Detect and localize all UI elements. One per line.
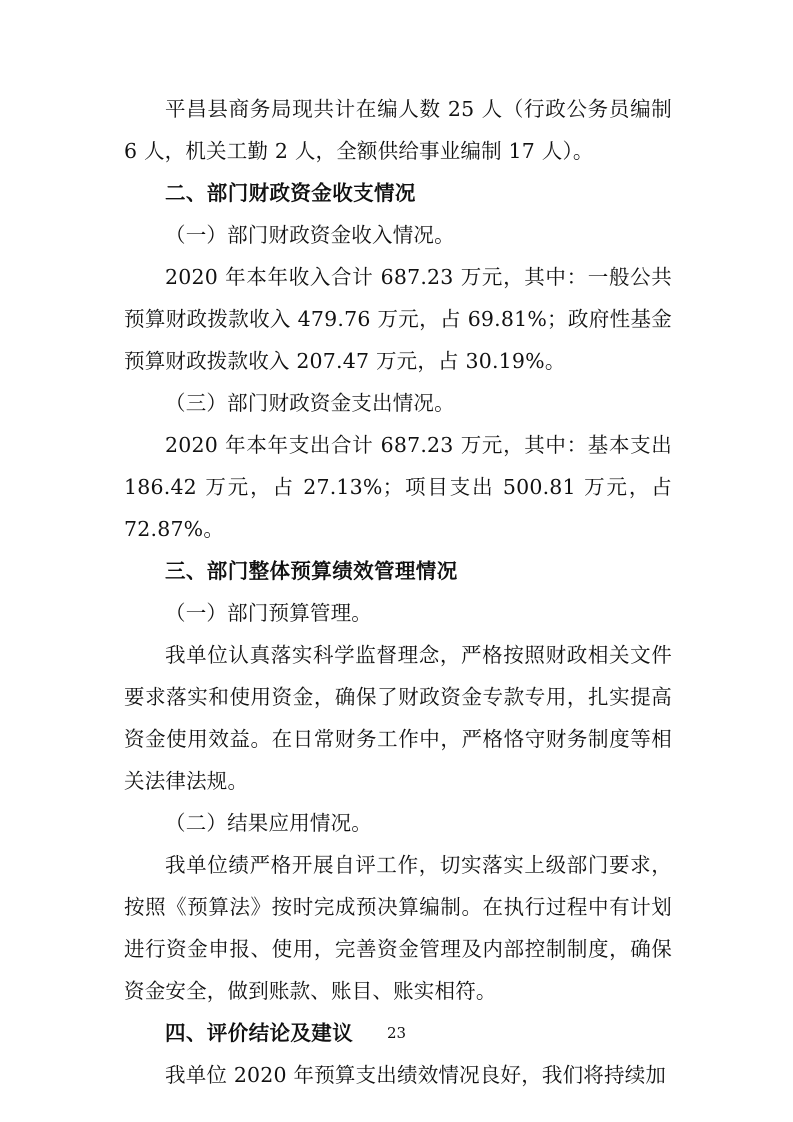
heading-section-four: 四、评价结论及建议 (165, 1021, 354, 1045)
paragraph-budget-management-detail: 我单位认真落实科学监督理念，严格按照财政相关文件要求落实和使用资金，确保了财政资金专款专用，扎实提高资金使用效益。在日常财务工作中，严格恪守财务制度等相关法律法规。 (124, 643, 672, 793)
heading-section-two: 二、部门财政资金收支情况 (165, 181, 416, 205)
paragraph-income-detail: 2020 年本年收入合计 687.23 万元，其中：一般公共预算财政拨款收入 479.76 万元，占 69.81%；政府性基金预算财政拨款收入 207.47 万元，占 30.19%。 (124, 265, 672, 373)
heading-section-three: 三、部门整体预算绩效管理情况 (165, 559, 458, 583)
paragraph-expenditure-detail: 2020 年本年支出合计 687.23 万元，其中：基本支出 186.42 万元，占 27.13%；项目支出 500.81 万元，占 72.87%。 (124, 433, 672, 541)
page-number: 23 (386, 1024, 407, 1042)
paragraph-income-subtitle: （一）部门财政资金收入情况。 (165, 223, 455, 247)
paragraph-staffing: 平昌县商务局现共计在编人数 25 人（行政公务员编制 6 人，机关工勤 2 人，全额供给事业编制 17 人）。 (124, 97, 672, 163)
paragraph-conclusion: 我单位 2020 年预算支出绩效情况良好，我们将持续加 (165, 1063, 667, 1087)
document-body (124, 88, 672, 1096)
paragraph-result-application-detail: 我单位绩严格开展自评工作，切实落实上级部门要求，按照《预算法》按时完成预决算编制。在执行过程中有计划进行资金申报、使用，完善资金管理及内部控制制度，确保资金安全，做到账款、账目、账实相符。 (124, 853, 672, 1003)
paragraph-budget-management-subtitle: （一）部门预算管理。 (165, 601, 372, 625)
paragraph-result-application-subtitle: （二）结果应用情况。 (165, 811, 372, 835)
paragraph-expenditure-subtitle: （三）部门财政资金支出情况。 (165, 391, 455, 415)
